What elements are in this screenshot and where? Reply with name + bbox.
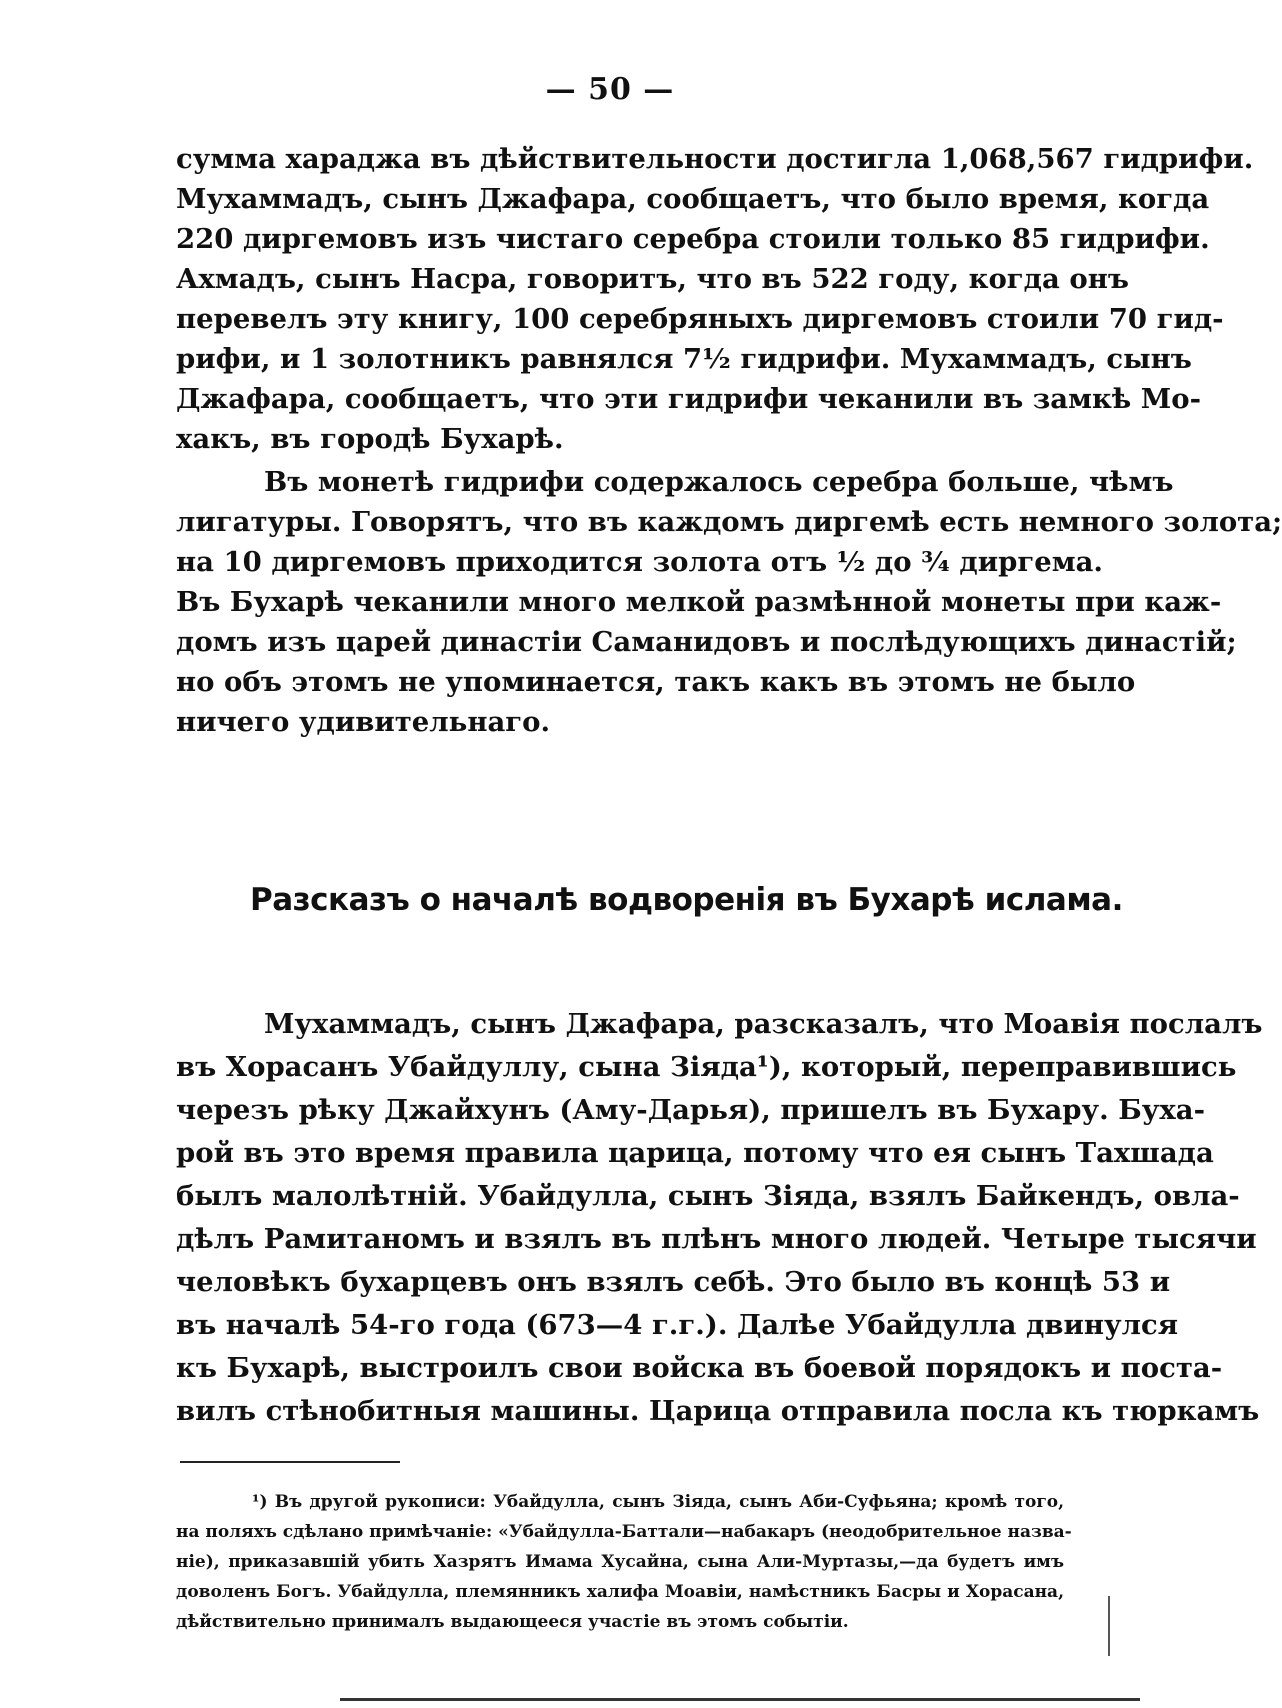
- scan-edge-mark: [340, 1698, 1140, 1701]
- footnote-line: на поляхъ сдѣлано примѣчаніе: «Убайдулла-Баттали—набакаръ (неодобрительное назва-: [176, 1522, 1072, 1542]
- text-line: Джафара, сообщаетъ, что эти гидрифи чеканили въ замкѣ Мо-: [176, 383, 1201, 415]
- text-line: въ Хорасанъ Убайдуллу, сына Зіяда¹), который, переправившись: [176, 1051, 1237, 1083]
- text-line: 220 диргемовъ изъ чистаго серебра стоили только 85 гидрифи.: [176, 223, 1210, 255]
- section-heading: Разсказъ о началѣ водворенія въ Бухарѣ ислама.: [250, 882, 1123, 918]
- footnote-line: ¹) Въ другой рукописи: Убайдулла, сынъ Зіяда, сынъ Аби-Суфьяна; кромѣ того,: [252, 1492, 1064, 1512]
- text-line: Мухаммадъ, сынъ Джафара, разсказалъ, что Моавія послалъ: [264, 1008, 1263, 1040]
- text-line: человѣкъ бухарцевъ онъ взялъ себѣ. Это было въ концѣ 53 и: [176, 1266, 1171, 1298]
- text-line: въ началѣ 54-го года (673—4 г.г.). Далѣе Убайдулла двинулся: [176, 1309, 1179, 1341]
- text-line: черезъ рѣку Джайхунъ (Аму-Дарья), пришелъ въ Бухару. Буха-: [176, 1094, 1206, 1126]
- text-line: хакъ, въ городѣ Бухарѣ.: [176, 423, 564, 455]
- text-line: сумма хараджа въ дѣйствительности достигла 1,068,567 гидрифи.: [176, 143, 1254, 175]
- text-line: Ахмадъ, сынъ Насра, говоритъ, что въ 522 году, когда онъ: [176, 263, 1129, 295]
- text-line: но объ этомъ не упоминается, такъ какъ въ этомъ не было: [176, 666, 1136, 698]
- footnote-line: ніе), приказавшій убить Хазрятъ Имама Хусайна, сына Али-Муртазы,—да будетъ имъ: [176, 1552, 1064, 1572]
- text-line: перевелъ эту книгу, 100 серебряныхъ диргемовъ стоили 70 гид-: [176, 303, 1224, 335]
- text-line: ничего удивительнаго.: [176, 706, 551, 738]
- page-number: — 50 —: [545, 72, 675, 107]
- text-line: Въ Бухарѣ чеканили много мелкой размѣнной монеты при каж-: [176, 586, 1222, 618]
- footnote-divider: [180, 1461, 400, 1463]
- text-line: домъ изъ царей династіи Саманидовъ и послѣдующихъ династій;: [176, 626, 1237, 658]
- scan-edge-mark: [1108, 1596, 1110, 1656]
- footnote-line: дѣйствительно принималъ выдающееся участіе въ этомъ событіи.: [176, 1612, 849, 1632]
- text-line: дѣлъ Рамитаномъ и взялъ въ плѣнъ много людей. Четыре тысячи: [176, 1223, 1257, 1255]
- text-line: рой въ это время правила царица, потому что ея сынъ Тахшада: [176, 1137, 1214, 1169]
- text-line: на 10 диргемовъ приходится золота отъ ½ до ¾ диргема.: [176, 546, 1104, 578]
- text-line: рифи, и 1 золотникъ равнялся 7½ гидрифи. Мухаммадъ, сынъ: [176, 343, 1192, 375]
- text-line: къ Бухарѣ, выстроилъ свои войска въ боевой порядокъ и поста-: [176, 1352, 1223, 1384]
- text-line: Мухаммадъ, сынъ Джафара, сообщаетъ, что было время, когда: [176, 183, 1210, 215]
- text-line: лигатуры. Говорятъ, что въ каждомъ диргемѣ есть немного золота;: [176, 506, 1282, 538]
- text-line: вилъ стѣнобитныя машины. Царица отправила посла къ тюркамъ: [176, 1395, 1260, 1427]
- text-line: былъ малолѣтній. Убайдулла, сынъ Зіяда, взялъ Байкендъ, овла-: [176, 1180, 1240, 1212]
- footnote-line: доволенъ Богъ. Убайдулла, племянникъ халифа Моавіи, намѣстникъ Басры и Хорасана,: [176, 1582, 1064, 1602]
- text-line: Въ монетѣ гидрифи содержалось серебра больше, чѣмъ: [264, 466, 1174, 498]
